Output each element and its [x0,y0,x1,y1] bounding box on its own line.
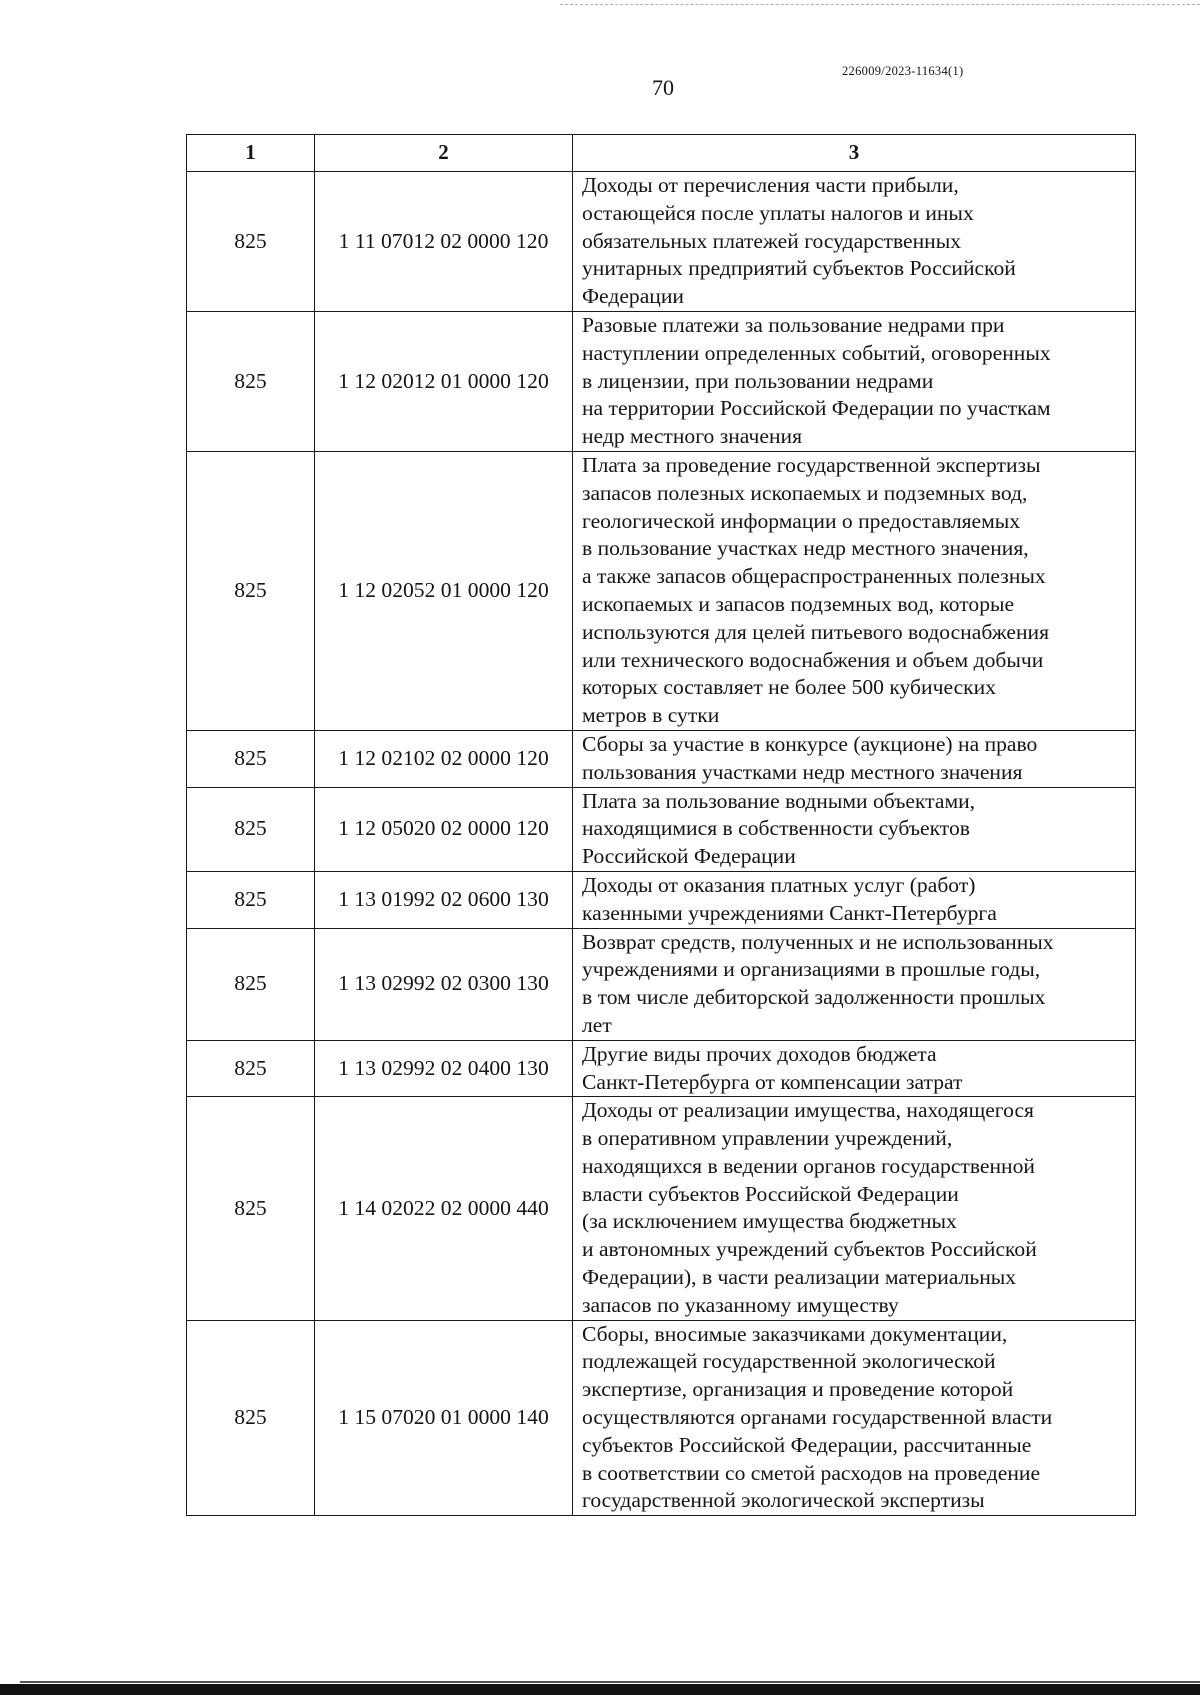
budget-classification-code-cell: 1 12 02012 01 0000 120 [315,311,573,451]
table-header-row [187,135,1136,172]
revenue-name-line: обязательных платежей государственных [582,228,962,253]
admin-code-cell: 825 [187,451,315,730]
admin-code-cell: 825 [187,1097,315,1320]
revenue-name-line: запасов по указанному имуществу [582,1292,899,1317]
revenue-name-line: Возврат средств, полученных и не использованных [582,929,1054,954]
admin-code-cell: 825 [187,787,315,871]
revenue-name-line: или технического водоснабжения и объем добычи [582,647,1044,672]
revenue-name-line: а также запасов общераспространенных полезных [582,564,1046,589]
revenue-name-line: недр местного значения [582,424,803,449]
revenue-name-cell [573,730,1136,787]
scan-top-edge-mark [560,4,1200,5]
revenue-name-line: и автономных учреждений субъектов Российской [582,1237,1037,1262]
budget-classification-code-cell: 1 13 02992 02 0400 130 [315,1040,573,1097]
table-row [187,787,1136,871]
table-row [187,451,1136,730]
admin-code-cell: 825 [187,172,315,312]
revenue-name-line: экспертизе, организация и проведение которой [582,1377,1014,1402]
revenue-name-line: в лицензии, при пользовании недрами [582,368,934,393]
revenue-name-line: запасов полезных ископаемых и подземных вод, [582,480,1028,505]
revenue-name-line: Российской Федерации [582,844,796,869]
revenue-name-line: Доходы от реализации имущества, находящегося [582,1098,1034,1123]
table-header [187,135,1136,172]
revenue-name-line: подлежащей государственной экологической [582,1349,996,1374]
revenue-name-line: лет [582,1012,612,1037]
budget-classification-code-cell: 1 15 07020 01 0000 140 [315,1320,573,1516]
table-row [187,730,1136,787]
table-row [187,172,1136,312]
revenue-name-line: которых составляет не более 500 кубических [582,675,997,700]
revenue-name-line: в пользование участках недр местного значения, [582,536,1029,561]
admin-code-cell: 825 [187,1040,315,1097]
revenue-name-line: в том числе дебиторской задолженности прошлых [582,985,1046,1010]
revenue-name-line: Другие виды прочих доходов бюджета [582,1041,937,1066]
revenue-name-line: геологической информации о предоставляемых [582,508,1021,533]
table-row [187,1320,1136,1516]
revenue-name-line: государственной экологической экспертизы [582,1488,985,1513]
admin-code-cell: 825 [187,871,315,928]
revenue-name-line: власти субъектов Российской Федерации [582,1181,959,1206]
revenue-name-line: (за исключением имущества бюджетных [582,1209,957,1234]
table-row [187,928,1136,1040]
column-header-3: 3 [573,135,1136,172]
revenue-name-line: Разовые платежи за пользование недрами при [582,312,1005,337]
revenue-name-line: Сборы за участие в конкурсе (аукционе) на право [582,731,1038,756]
table-row [187,311,1136,451]
scan-bottom-edge-bar [0,1684,1200,1695]
column-header-1: 1 [187,135,315,172]
revenue-name-line: казенными учреждениями Санкт-Петербурга [582,900,997,925]
revenue-name-line: находящимися в собственности субъектов [582,816,970,841]
revenue-name-line: унитарных предприятий субъектов Российской [582,256,1016,281]
revenue-name-cell [573,1097,1136,1320]
admin-code-cell: 825 [187,730,315,787]
budget-classification-code-cell: 1 12 02102 02 0000 120 [315,730,573,787]
budget-classification-code-cell: 1 12 05020 02 0000 120 [315,787,573,871]
revenue-name-cell [573,451,1136,730]
revenue-name-line: остающейся после уплаты налогов и иных [582,200,974,225]
revenue-name-line: Федерации [582,284,684,309]
budget-classification-code-cell: 1 13 01992 02 0600 130 [315,871,573,928]
revenue-name-line: наступлении определенных событий, оговоренных [582,340,1051,365]
revenue-codes-table [186,134,1136,1516]
document-registration-number: 226009/2023-11634(1) [842,64,964,78]
budget-classification-code-cell: 1 14 02022 02 0000 440 [315,1097,573,1320]
revenue-name-line: ископаемых и запасов подземных вод, которые [582,591,1015,616]
budget-classification-code-cell: 1 13 02992 02 0300 130 [315,928,573,1040]
revenue-name-line: Федерации), в части реализации материальных [582,1265,1017,1290]
revenue-name-line: используются для целей питьевого водоснабжения [582,619,1050,644]
revenue-name-line: Сборы, вносимые заказчиками документации, [582,1321,1008,1346]
revenue-name-cell [573,871,1136,928]
revenue-name-line: на территории Российской Федерации по участкам [582,396,1051,421]
scan-bottom-edge-line [20,1681,1200,1683]
page-number: 70 [652,75,674,100]
revenue-name-line: Доходы от перечисления части прибыли, [582,173,959,197]
revenue-name-line: находящихся в ведении органов государственной [582,1153,1035,1178]
revenue-name-line: осуществляются органами государственной власти [582,1405,1053,1430]
budget-classification-code-cell: 1 11 07012 02 0000 120 [315,172,573,312]
admin-code-cell: 825 [187,1320,315,1516]
revenue-name-line: Санкт-Петербурга от компенсации затрат [582,1069,963,1094]
revenue-name-cell [573,311,1136,451]
revenue-name-line: учреждениями и организациями в прошлые годы, [582,957,1041,982]
table-row [187,1097,1136,1320]
revenue-name-line: в соответствии со сметой расходов на проведение [582,1460,1041,1485]
budget-classification-code-cell: 1 12 02052 01 0000 120 [315,451,573,730]
table-body [187,172,1136,1516]
revenue-name-line: субъектов Российской Федерации, рассчитанные [582,1432,1032,1457]
admin-code-cell: 825 [187,311,315,451]
revenue-name-cell [573,172,1136,312]
table-row [187,871,1136,928]
admin-code-cell: 825 [187,928,315,1040]
revenue-name-line: Плата за проведение государственной экспертизы [582,452,1041,477]
revenue-name-line: Плата за пользование водными объектами, [582,788,976,813]
revenue-name-cell [573,928,1136,1040]
revenue-name-line: пользования участками недр местного значения [582,759,1023,784]
revenue-name-cell [573,787,1136,871]
revenue-name-line: в оперативном управлении учреждений, [582,1126,953,1151]
revenue-name-line: метров в сутки [582,703,720,728]
revenue-name-line: Доходы от оказания платных услуг (работ) [582,872,976,897]
column-header-2: 2 [315,135,573,172]
revenue-name-cell [573,1320,1136,1516]
revenue-name-cell [573,1040,1136,1097]
table-row [187,1040,1136,1097]
